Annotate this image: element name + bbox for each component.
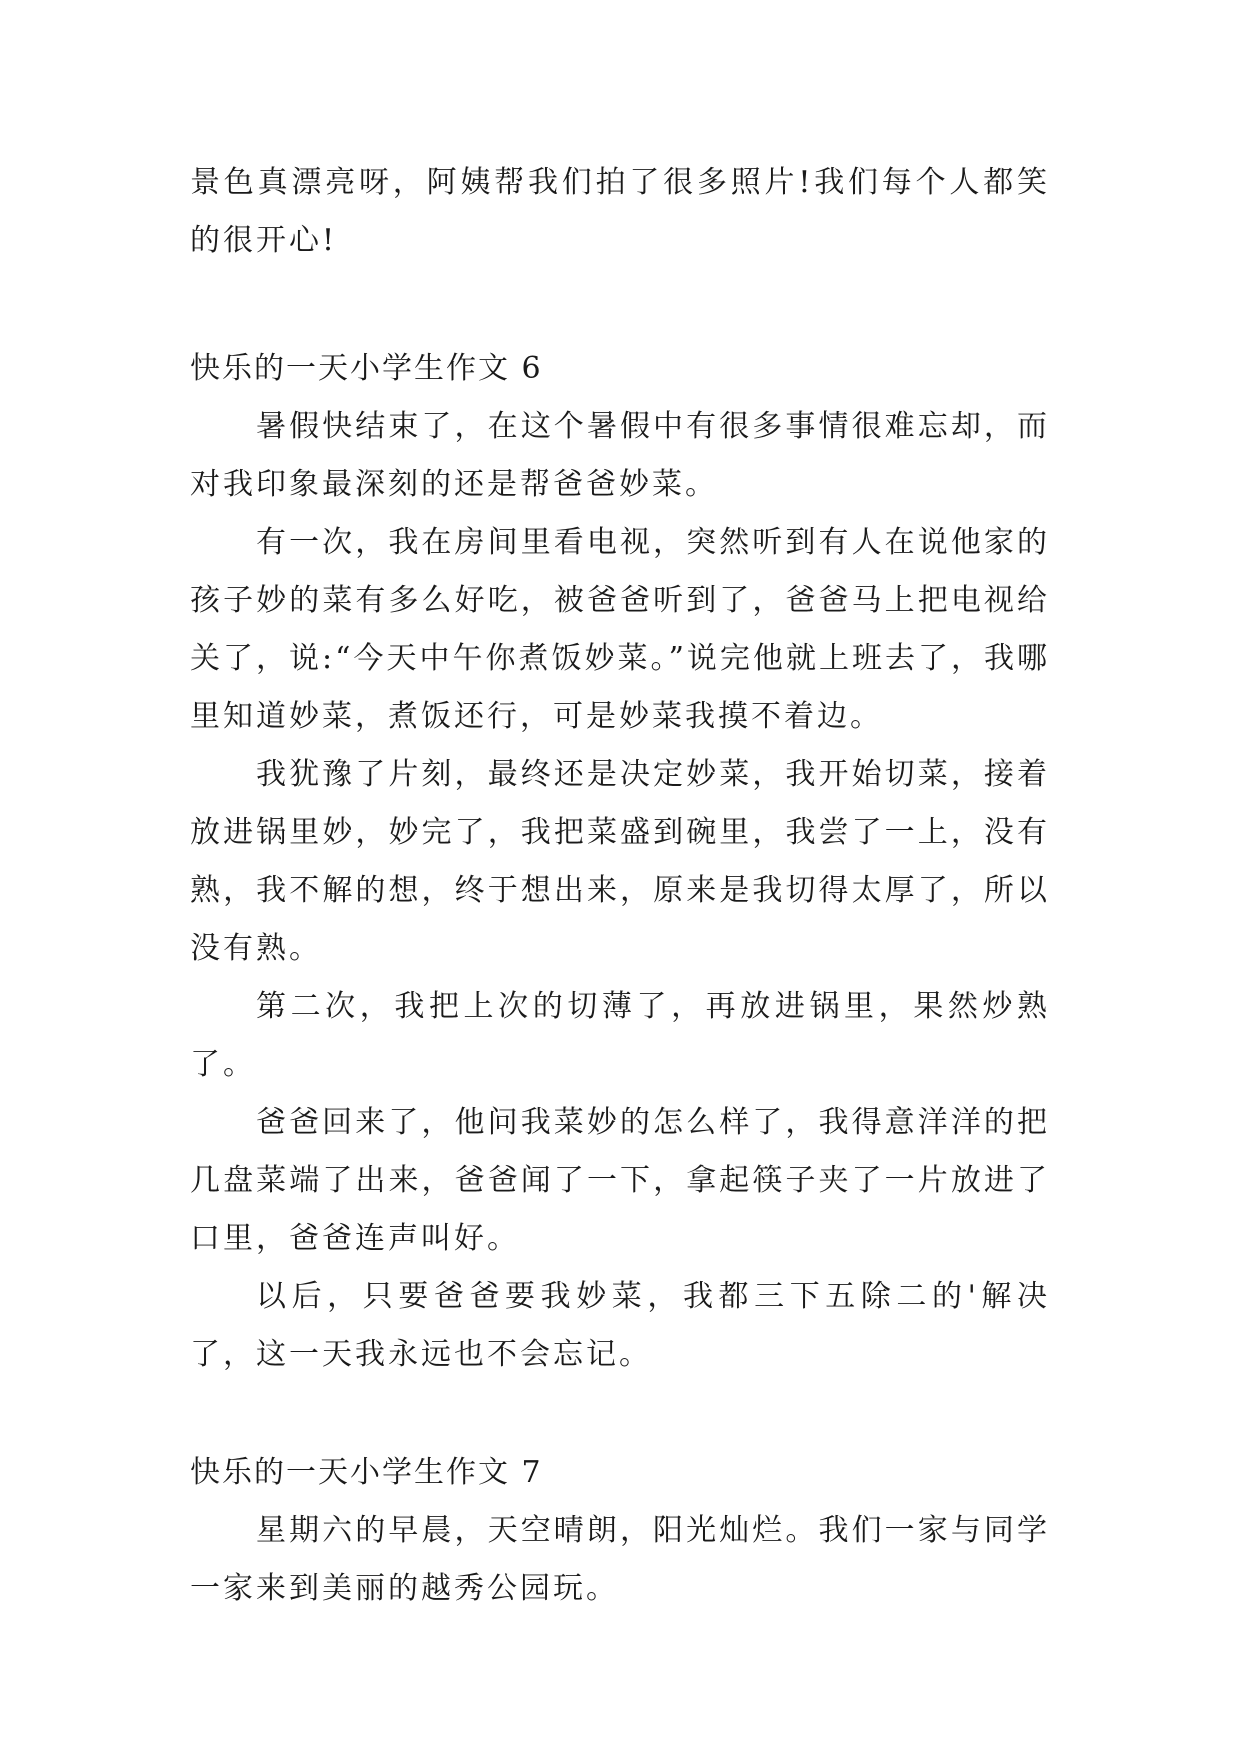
section-6-paragraph-2: 有一次，我在房间里看电视，突然听到有人在说他家的孩子妙的菜有多么好吃，被爸爸听到了，爸爸马上把电视给关了，说:“今天中午你煮饭妙菜。”说完他就上班去了，我哪里知道妙菜，煮饭还行，可是妙菜我摸不着边。: [190, 525, 1050, 734]
section-6-title: 快乐的一天小学生作文 6: [190, 351, 543, 386]
section-spacer: [190, 1384, 1050, 1444]
section-6-paragraph-6: 以后，只要爸爸要我妙菜，我都三下五除二的'解决了，这一天我永远也不会忘记。: [190, 1279, 1050, 1372]
section-7-title: 快乐的一天小学生作文 7: [190, 1455, 543, 1490]
section-7-paragraph-1: 星期六的早晨，天空晴朗，阳光灿烂。我们一家与同学一家来到美丽的越秀公园玩。: [190, 1513, 1050, 1606]
intro-paragraph: 景色真漂亮呀，阿姨帮我们拍了很多照片!我们每个人都笑的很开心!: [190, 165, 1050, 258]
document-body: [190, 154, 1050, 1618]
section-spacer: [190, 270, 1050, 340]
section-6-paragraph-5: 爸爸回来了，他问我菜妙的怎么样了，我得意洋洋的把几盘菜端了出来，爸爸闻了一下，拿起筷子夹了一片放进了口里，爸爸连声叫好。: [190, 1105, 1050, 1256]
section-6-paragraph-3: 我犹豫了片刻，最终还是决定妙菜，我开始切菜，接着放进锅里妙，妙完了，我把菜盛到碗里，我尝了一上，没有熟，我不解的想，终于想出来，原来是我切得太厚了，所以没有熟。: [190, 757, 1050, 966]
section-6-paragraph-4: 第二次，我把上次的切薄了，再放进锅里，果然炒熟了。: [190, 989, 1050, 1082]
section-6-paragraph-1: 暑假快结束了，在这个暑假中有很多事情很难忘却，而对我印象最深刻的还是帮爸爸妙菜。: [190, 409, 1050, 502]
